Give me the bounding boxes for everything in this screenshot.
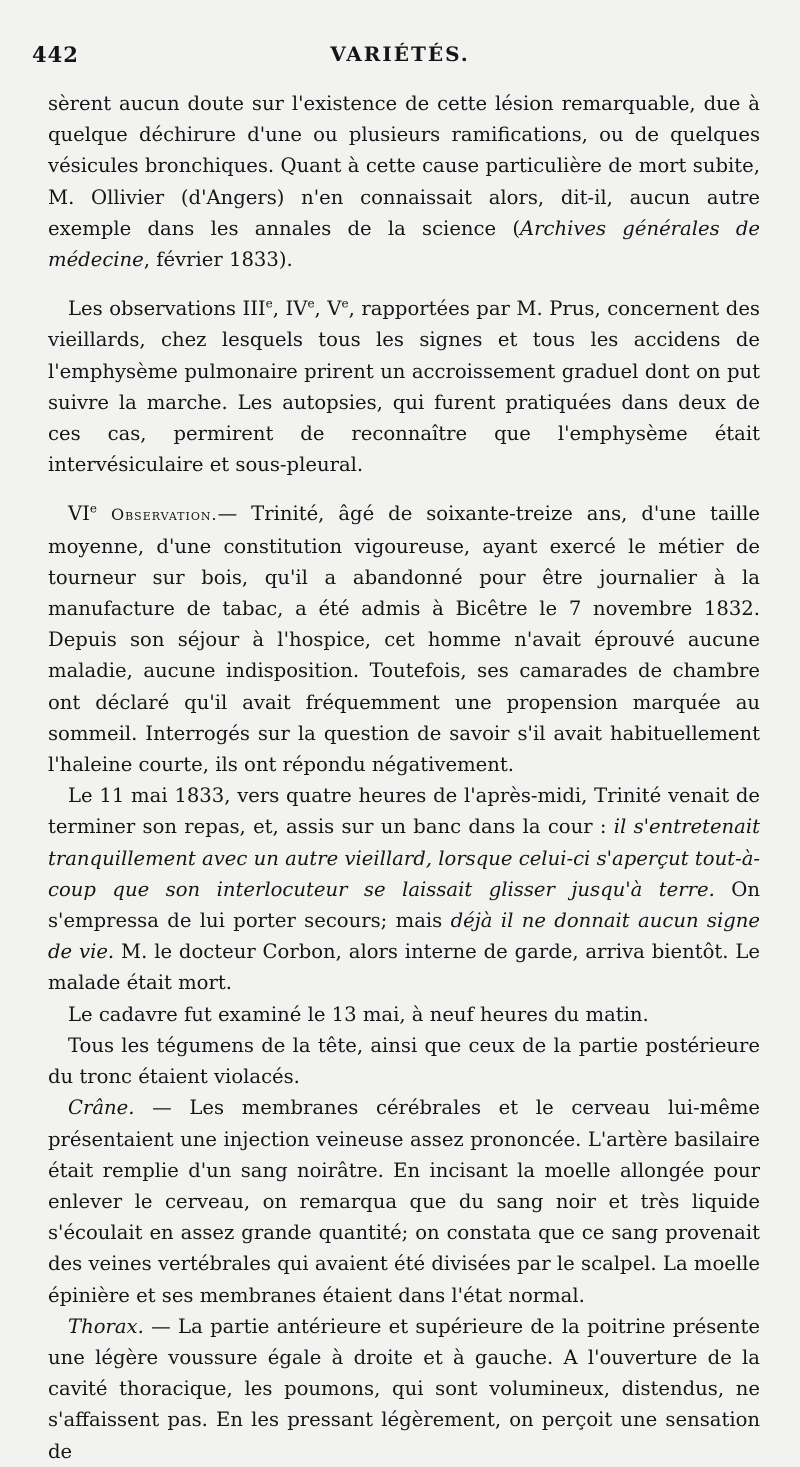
- paragraph-2-part-a: Les observations III: [68, 297, 266, 321]
- page-header: [32, 42, 768, 72]
- paragraph-8: [48, 1311, 760, 1467]
- superscript: e: [341, 296, 349, 311]
- section-label-crane: Crâne.: [68, 1096, 135, 1120]
- paragraph-7-text: — Les membranes cérébrales et le cerveau lui-même présentaient une injection veineuse assez prononcée. L'artère basilaire était remplie d'un sang noirâtre. En incisant la moelle allongée pour enlever le cerveau, on remarqua que du sang noir et très liquide s'écoulait en assez grande quantité; on constata que ce sang provenait des veines vertébrales qui avaient été divisées par le scalpel. La moelle épinière et ses membranes étaient dans l'état normal.: [48, 1096, 760, 1307]
- superscript: e: [89, 501, 97, 516]
- paragraph-4-part-c: M. le docteur Corbon, alors interne de garde, arriva bientôt. Le malade était mort.: [48, 940, 760, 995]
- paragraph-7: [48, 1092, 760, 1310]
- observation-number: VI: [68, 502, 90, 526]
- paragraph-5: Le cadavre fut examiné le 13 mai, à neuf heures du matin.: [68, 1002, 649, 1026]
- paragraph-4: [48, 780, 760, 998]
- paragraph-1-end: , février 1833).: [143, 248, 293, 272]
- paragraph-2-part-b: , IV: [272, 297, 308, 321]
- text-body: [48, 88, 760, 1467]
- superscript: e: [307, 296, 315, 311]
- paragraph-3: [48, 498, 760, 780]
- running-head: VARIÉTÉS.: [330, 42, 470, 66]
- paragraph-4-part-b: On s'empressa de lui porter secours; mais: [48, 877, 760, 933]
- paragraph-6: Tous les tégumens de la tête, ainsi que ceux de la partie postérieure du tronc étaient violacés.: [48, 1033, 760, 1089]
- paragraph-8-text: — La partie antérieure et supérieure de la poitrine présente une légère voussure égale à droite et à gauche. A l'ouverture de la cavité thoracique, les poumons, qui sont volumineux, distendus, ne s'affaissent pas. En les pressant légèrement, on perçoit une sensation de: [48, 1314, 760, 1463]
- paragraph-4-part-a: Le 11 mai 1833, vers quatre heures de l'après-midi, Trinité venait de terminer son repas, et, assis sur un banc dans la cour :: [48, 784, 760, 839]
- section-label-thorax: Thorax.: [68, 1314, 144, 1338]
- observation-title: Observation.: [110, 505, 218, 525]
- page-number: 442: [32, 42, 79, 67]
- paragraph-2-part-d: , rapportées par M. Prus, concernent des vieillards, chez lesquels tous les signes et tous les accidens de l'emphysème pulmonaire prirent un accroissement graduel dont on put suivre la marche. Les autopsies, qui furent pratiquées dans deux de ces cas, permirent de reconnaître que l'emphysème était intervésiculaire et sous-pleural.: [48, 297, 760, 477]
- paragraph-2-part-c: , V: [314, 297, 342, 321]
- paragraph-2: [48, 293, 760, 480]
- journal-title: Archives générales de médecine: [48, 216, 760, 272]
- italic-quote-1: il s'entretenait tranquillement avec un autre vieillard, lorsque celui-ci s'aperçut tout-à-coup que son interlocuteur se laissait glisser jusqu'à terre.: [48, 815, 760, 901]
- paragraph-1: [48, 88, 760, 275]
- paragraph-3-text: — Trinité, âgé de soixante-treize ans, d'une taille moyenne, d'une constitution vigoureuse, ayant exercé le métier de tourneur sur bois, qu'il a abandonné pour être journalier à la manufacture de tabac, a été admis à Bicêtre le 7 novembre 1832. Depuis son séjour à l'hospice, cet homme n'avait éprouvé aucune maladie, aucune indisposition. Toutefois, ses camarades de chambre ont déclaré qu'il avait fréquemment une propension marquée au sommeil. Interrogés sur la question de savoir s'il avait habituellement l'haleine courte, ils ont répondu négativement.: [48, 502, 760, 777]
- italic-quote-2: déjà il ne donnait aucun signe de vie.: [48, 909, 760, 964]
- superscript: e: [265, 296, 273, 311]
- paragraph-1-text: sèrent aucun doute sur l'existence de cette lésion remarquable, due à quelque déchirure d'une ou plusieurs ramifications, ou de quelques vésicules bronchiques. Quant à cette cause particulière de mort subite, M. Ollivier (d'Angers) n'en connaissait alors, dit-il, aucun autre exemple dans les annales de la science (: [48, 92, 760, 240]
